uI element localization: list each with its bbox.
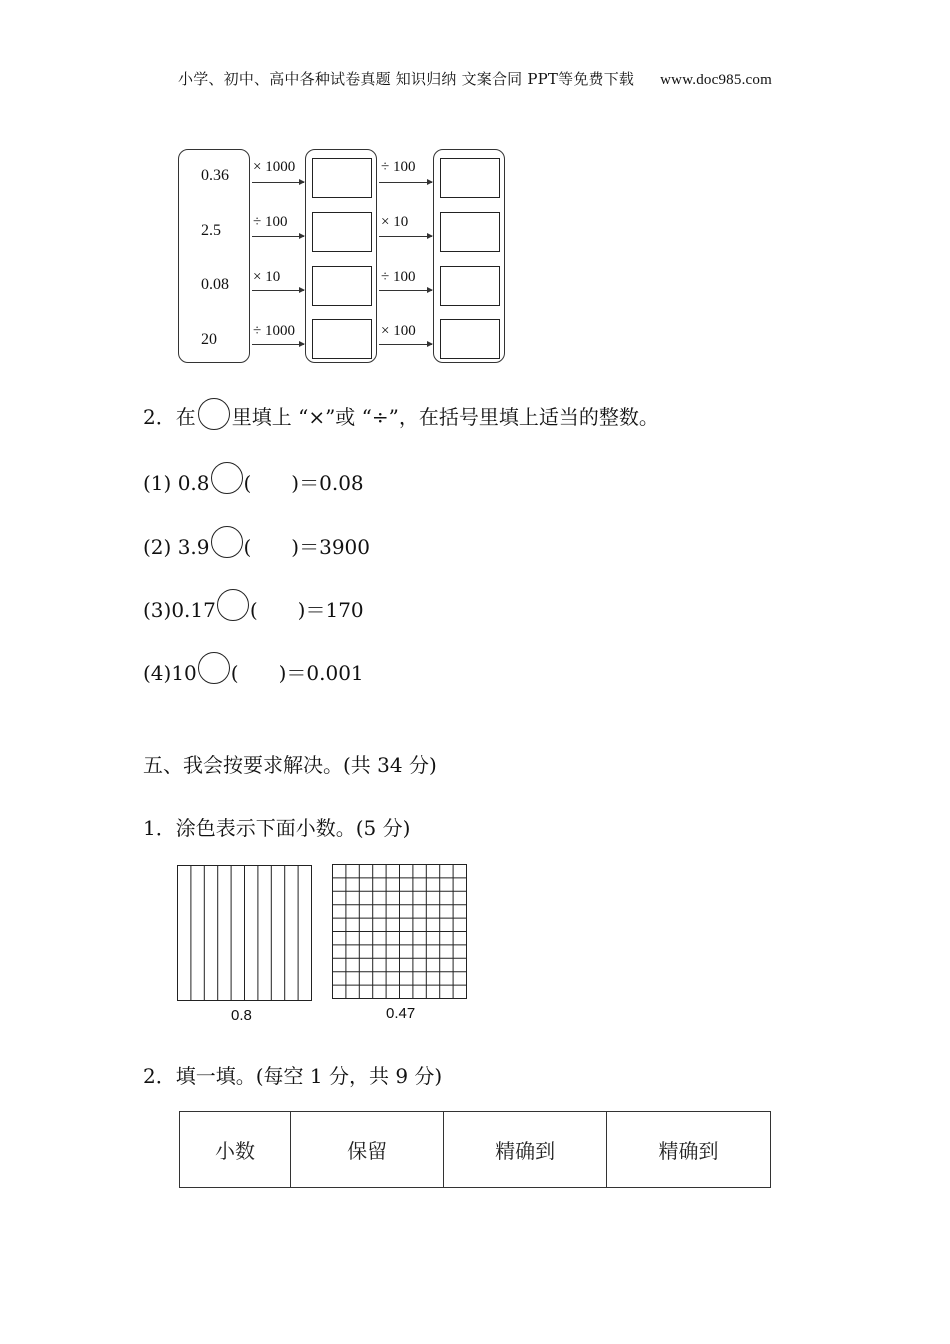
operation-label: × 1000 [253, 159, 296, 175]
item-result: ＝0.08 [299, 471, 364, 495]
operation-label: ÷ 100 [253, 214, 288, 230]
arrow-icon [379, 344, 432, 345]
section-5-heading: 五、我会按要求解决。(共 34 分) [143, 753, 437, 777]
answer-paren[interactable]: ( ) [243, 471, 300, 495]
operation-label: × 10 [381, 214, 409, 230]
table-header-cell: 保留 [291, 1112, 444, 1188]
operator-circle[interactable] [211, 526, 243, 558]
arrow-icon [252, 236, 304, 237]
answer-paren[interactable]: ( ) [249, 598, 306, 622]
operation-label: ÷ 100 [381, 159, 416, 175]
q2-item [143, 589, 364, 621]
hundredths-grid[interactable] [332, 864, 468, 1000]
header-site: www.doc985.com [660, 72, 772, 88]
instruction-prefix: 2．在 [143, 405, 196, 429]
answer-box[interactable] [440, 158, 500, 198]
header-title: 小学、初中、高中各种试卷真题 知识归纳 文案合同 PPT等免费下载 [178, 70, 635, 88]
answer-box[interactable] [312, 266, 372, 306]
start-value: 2.5 [201, 222, 221, 239]
tenths-strip-grid[interactable] [177, 865, 313, 1002]
question-2-instruction [143, 398, 659, 430]
start-value: 0.36 [201, 167, 229, 184]
answer-paren[interactable]: ( ) [243, 535, 300, 559]
answer-paren[interactable]: ( ) [230, 661, 287, 685]
item-prefix: (1) 0.8 [143, 471, 210, 495]
q2-item [143, 462, 364, 494]
start-value: 0.08 [201, 276, 229, 293]
operation-label: × 100 [381, 323, 416, 339]
item-result: ＝3900 [299, 535, 371, 559]
table-header-cell: 精确到 [607, 1112, 771, 1188]
answer-box[interactable] [440, 319, 500, 359]
grid1-caption: 0.8 [231, 1007, 252, 1024]
q2-item [143, 526, 370, 558]
operation-label: ÷ 1000 [253, 323, 295, 339]
operation-label: ÷ 100 [381, 269, 416, 285]
arrow-icon [252, 182, 304, 183]
operator-circle[interactable] [217, 589, 249, 621]
grid2-caption: 0.47 [386, 1005, 416, 1022]
page-header [0, 68, 950, 89]
arrow-icon [379, 182, 432, 183]
arrow-icon [252, 290, 304, 291]
item-prefix: (2) 3.9 [143, 535, 210, 559]
answer-box[interactable] [440, 266, 500, 306]
operation-label: × 10 [253, 269, 281, 285]
item-prefix: (3)0.17 [143, 598, 216, 622]
item-prefix: (4)10 [143, 661, 197, 685]
circle-icon [198, 398, 230, 430]
operator-circle[interactable] [198, 652, 230, 684]
table-header-cell: 小数 [180, 1112, 291, 1188]
section-5-q2-title: 2．填一填。(每空 1 分，共 9 分) [143, 1064, 443, 1088]
instruction-suffix: 里填上 “×”或 “÷”，在括号里填上适当的整数。 [231, 405, 659, 429]
answer-box[interactable] [312, 319, 372, 359]
arrow-icon [379, 290, 432, 291]
answer-box[interactable] [312, 158, 372, 198]
table-row [180, 1112, 771, 1188]
arrow-icon [252, 344, 304, 345]
q2-item [143, 652, 364, 684]
conversion-diagram [170, 145, 515, 367]
start-value: 20 [201, 331, 217, 348]
item-result: ＝0.001 [286, 661, 364, 685]
answer-box[interactable] [440, 212, 500, 252]
table-header-cell: 精确到 [444, 1112, 607, 1188]
arrow-icon [379, 236, 432, 237]
operator-circle[interactable] [211, 462, 243, 494]
item-result: ＝170 [305, 598, 364, 622]
answer-box[interactable] [312, 212, 372, 252]
section-5-q1-title: 1．涂色表示下面小数。(5 分) [143, 816, 411, 840]
fill-in-table [179, 1111, 771, 1188]
